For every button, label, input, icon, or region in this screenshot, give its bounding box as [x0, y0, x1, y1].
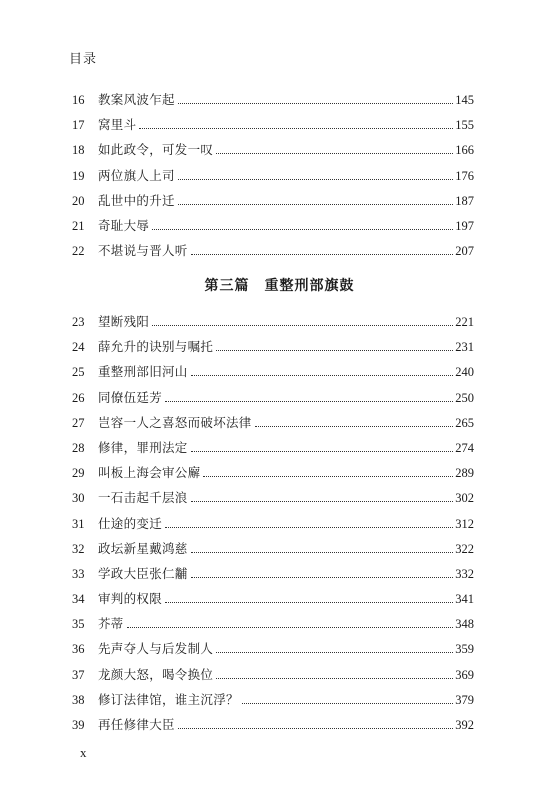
- toc-entry-number: 16: [72, 93, 85, 107]
- toc-entry: [72, 514, 474, 539]
- toc-entry-title: 窝里斗: [98, 117, 137, 133]
- toc-entry-title: 不堪说与晋人听: [98, 243, 188, 259]
- toc-entry-title: 奇耻大辱: [98, 217, 150, 233]
- toc-entry-number: 29: [72, 466, 85, 481]
- toc-entry-number: 31: [72, 516, 85, 531]
- toc-entry: [72, 90, 474, 115]
- toc-entry-title: 乱世中的升迁: [98, 192, 175, 208]
- toc-entry-number: 20: [72, 193, 85, 208]
- toc-entry-title: 同僚伍廷芳: [98, 389, 163, 405]
- dot-leader: [178, 727, 453, 729]
- dot-leader: [165, 526, 453, 528]
- toc-entry-number: 35: [72, 617, 85, 632]
- toc-entry-title: 政坛新星戴鸿慈: [98, 540, 188, 556]
- toc-entry-title: 薛允升的诀别与嘱托: [98, 339, 214, 355]
- dot-leader: [191, 576, 454, 578]
- toc-entry-page: 341: [455, 592, 474, 607]
- toc-entry-number: 24: [72, 340, 85, 355]
- toc-entry: [72, 413, 474, 438]
- toc-entry-page: 231: [455, 340, 474, 355]
- toc-entry-page: 187: [455, 193, 474, 208]
- toc-entry-page: 392: [455, 718, 474, 732]
- toc-entry: [72, 362, 474, 387]
- toc-entry: [72, 388, 474, 413]
- toc-entry-page: 379: [455, 692, 474, 707]
- toc-entry-page: 369: [455, 667, 474, 682]
- dot-leader: [191, 450, 454, 452]
- toc-entry-page: 176: [455, 168, 474, 183]
- toc-entry-page: 322: [455, 541, 474, 556]
- dot-leader: [216, 677, 453, 679]
- dot-leader: [152, 324, 453, 326]
- toc-entry-number: 38: [72, 692, 85, 707]
- dot-leader: [255, 425, 454, 427]
- toc-entry-number: 23: [72, 315, 85, 329]
- dot-leader: [178, 203, 453, 205]
- toc-entry-number: 18: [72, 143, 85, 158]
- toc-entry-page: 155: [455, 118, 474, 133]
- toc-entry-number: 21: [72, 218, 85, 233]
- toc-entry-number: 17: [72, 118, 85, 133]
- toc-entry: [72, 140, 474, 165]
- toc-list: [72, 312, 474, 740]
- dot-leader: [139, 127, 453, 129]
- dot-leader: [216, 349, 453, 351]
- dot-leader: [165, 400, 453, 402]
- toc-entry: [72, 166, 474, 191]
- dot-leader: [191, 500, 454, 502]
- toc-entry-number: 36: [72, 642, 85, 657]
- toc-entry-title: 岂容一人之喜怒而破坏法律: [98, 414, 252, 430]
- toc-entry: [72, 438, 474, 463]
- toc-entry: [72, 312, 474, 337]
- toc-entry-title: 教案风波乍起: [98, 92, 175, 107]
- toc-entry-title: 如此政令，可发一叹: [98, 142, 214, 158]
- dot-leader: [203, 475, 453, 477]
- toc-entry-title: 先声夺人与后发制人: [98, 641, 214, 657]
- toc-entry-page: 207: [455, 244, 474, 259]
- dot-leader: [152, 228, 453, 230]
- toc-entry: [72, 639, 474, 664]
- toc-entry-number: 33: [72, 566, 85, 581]
- toc-entry: [72, 690, 474, 715]
- toc-entry-page: 348: [455, 617, 474, 632]
- dot-leader: [165, 601, 453, 603]
- toc-entry-page: 240: [455, 365, 474, 380]
- toc-entry-page: 166: [455, 143, 474, 158]
- toc-entry-number: 32: [72, 541, 85, 556]
- dot-leader: [216, 152, 453, 154]
- toc-entry: [72, 589, 474, 614]
- toc-entry: [72, 665, 474, 690]
- toc-entry: [72, 488, 474, 513]
- toc-entry-page: 250: [455, 390, 474, 405]
- toc-entry-title: 再任修律大臣: [98, 717, 175, 732]
- toc-entry-number: 37: [72, 667, 85, 682]
- toc-entry: [72, 463, 474, 488]
- toc-entry-page: 332: [455, 566, 474, 581]
- toc-entry: [72, 115, 474, 140]
- dot-leader: [191, 374, 454, 376]
- toc-entry-title: 两位旗人上司: [98, 167, 175, 183]
- toc-entry-number: 28: [72, 440, 85, 455]
- toc-entry: [72, 191, 474, 216]
- toc-entry-number: 34: [72, 592, 85, 607]
- dot-leader: [178, 178, 453, 180]
- toc-entry-title: 龙颜大怒，喝令换位: [98, 666, 214, 682]
- toc-list: [72, 90, 474, 266]
- toc-entry-page: 302: [455, 491, 474, 506]
- toc-entry-number: 19: [72, 168, 85, 183]
- toc-entry-title: 仕途的变迁: [98, 515, 163, 531]
- toc-entry-number: 26: [72, 390, 85, 405]
- toc-entry-page: 145: [455, 93, 474, 107]
- toc-entry-title: 审判的权限: [98, 591, 163, 607]
- toc-entry: [72, 216, 474, 241]
- toc-entry: [72, 337, 474, 362]
- toc-entry-page: 312: [455, 516, 474, 531]
- toc-entry-title: 望断残阳: [98, 314, 150, 329]
- toc-entry-title: 一石击起千层浪: [98, 490, 188, 506]
- toc-entry: [72, 614, 474, 639]
- dot-leader: [191, 253, 454, 255]
- toc-entry-number: 22: [72, 244, 85, 259]
- toc-entry-number: 30: [72, 491, 85, 506]
- toc-entry-number: 39: [72, 718, 85, 732]
- toc-entry-title: 修律，罪刑法定: [98, 439, 188, 455]
- toc-entry-title: 学政大臣张仁黼: [98, 565, 188, 581]
- toc-entry-page: 265: [455, 415, 474, 430]
- dot-leader: [127, 626, 454, 628]
- toc-entry-page: 221: [455, 315, 474, 329]
- page-number: x: [80, 745, 87, 760]
- dot-leader: [242, 702, 453, 704]
- dot-leader: [178, 102, 453, 104]
- dot-leader: [191, 551, 454, 553]
- toc-entry: [72, 715, 474, 740]
- toc-entry-number: 27: [72, 415, 85, 430]
- toc-entry: [72, 241, 474, 266]
- toc-entry: [72, 539, 474, 564]
- toc-entry-title: 叫板上海会审公廨: [98, 465, 201, 481]
- toc-entry-number: 25: [72, 365, 85, 380]
- section-heading: 第三篇 重整刑部旗鼓: [204, 278, 355, 294]
- toc-entry: [72, 564, 474, 589]
- toc-entry-page: 197: [455, 218, 474, 233]
- toc-entry-title: 重整刑部旧河山: [98, 364, 188, 380]
- toc-entry-page: 289: [455, 466, 474, 481]
- toc-entry-page: 359: [455, 642, 474, 657]
- running-head: 目录: [69, 52, 98, 67]
- toc-entry-title: 修订法律馆，谁主沉浮？: [98, 691, 239, 707]
- toc-entry-page: 274: [455, 440, 474, 455]
- dot-leader: [216, 651, 453, 653]
- toc-entry-title: 芥蒂: [98, 616, 124, 632]
